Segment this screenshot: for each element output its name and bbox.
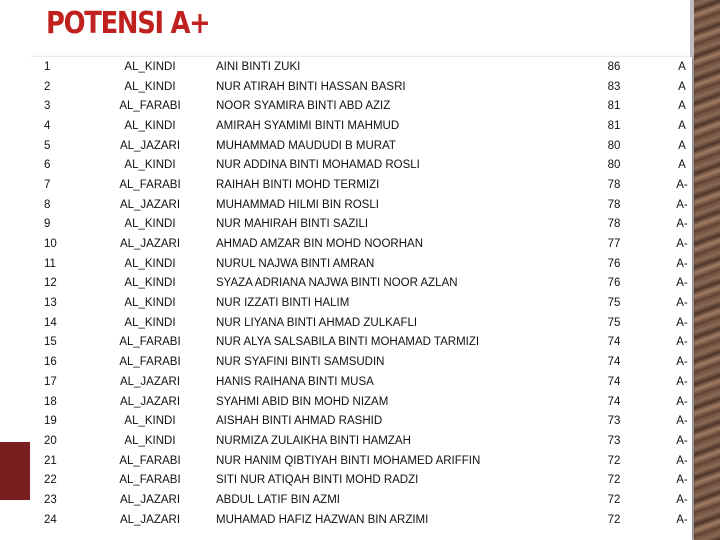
student-name: NUR ALYA SALSABILA BINTI MOHAMAD TARMIZI <box>216 336 480 349</box>
student-name: ABDUL LATIF BIN AZMI <box>216 493 340 506</box>
table-row <box>30 77 710 97</box>
class-name: AL_JAZARI <box>119 493 181 506</box>
grade-value: A- <box>676 277 688 290</box>
row-number: 16 <box>44 356 57 369</box>
student-name: NUR IZZATI BINTI HALIM <box>216 297 350 310</box>
row-number: 15 <box>44 336 57 349</box>
class-name: AL_KINDI <box>124 257 176 270</box>
grade-value: A- <box>676 474 688 487</box>
class-name: AL_FARABI <box>119 178 181 191</box>
grade-value: A- <box>676 415 688 428</box>
mark-value: 81 <box>607 119 621 132</box>
grade-value: A <box>678 80 686 93</box>
student-name: NURUL NAJWA BINTI AMRAN <box>216 257 375 270</box>
row-number: 3 <box>44 100 51 113</box>
row-number: 22 <box>44 474 57 487</box>
grade-value: A- <box>676 238 688 251</box>
row-number: 18 <box>44 395 57 408</box>
mark-value: 78 <box>607 178 621 191</box>
results-table-body <box>30 57 710 530</box>
table-row <box>30 293 710 313</box>
student-name: AISHAH BINTI AHMAD RASHID <box>216 415 383 428</box>
grade-value: A- <box>676 395 688 408</box>
student-name: AINI BINTI ZUKI <box>216 60 301 73</box>
row-number: 17 <box>44 375 57 388</box>
table-row <box>30 96 710 116</box>
class-name: AL_KINDI <box>124 297 176 310</box>
table-row <box>30 195 710 215</box>
mark-value: 75 <box>607 297 621 310</box>
class-name: AL_JAZARI <box>119 238 181 251</box>
grade-value: A <box>678 139 686 152</box>
table-row <box>30 510 710 530</box>
grade-value: A <box>678 100 686 113</box>
grade-value: A- <box>676 356 688 369</box>
class-name: AL_JAZARI <box>119 139 181 152</box>
mark-value: 74 <box>607 356 621 369</box>
student-name: NUR SYAFINI BINTI SAMSUDIN <box>216 356 385 369</box>
mark-value: 80 <box>607 139 621 152</box>
mark-value: 78 <box>607 218 621 231</box>
class-name: AL_KINDI <box>124 159 176 172</box>
row-number: 13 <box>44 297 57 310</box>
student-name: MUHAMAD HAFIZ HAZWAN BIN ARZIMI <box>216 513 429 526</box>
mark-value: 74 <box>607 336 621 349</box>
row-number: 9 <box>44 218 51 231</box>
mark-value: 80 <box>607 159 621 172</box>
class-name: AL_KINDI <box>124 218 176 231</box>
mark-value: 83 <box>607 80 621 93</box>
mark-value: 72 <box>607 493 621 506</box>
decorative-accent <box>0 442 30 500</box>
grade-value: A- <box>676 375 688 388</box>
student-name: NUR HANIM QIBTIYAH BINTI MOHAMED ARIFFIN <box>216 454 481 467</box>
row-number: 4 <box>44 119 51 132</box>
student-name: RAIHAH BINTI MOHD TERMIZI <box>216 178 380 191</box>
class-name: AL_FARABI <box>119 454 181 467</box>
mark-value: 72 <box>607 474 621 487</box>
class-name: AL_KINDI <box>124 60 176 73</box>
row-number: 12 <box>44 277 57 290</box>
table-row <box>30 57 710 77</box>
row-number: 5 <box>44 139 51 152</box>
row-number: 7 <box>44 178 51 191</box>
mark-value: 72 <box>607 513 621 526</box>
class-name: AL_KINDI <box>124 316 176 329</box>
table-row <box>30 254 710 274</box>
table-row <box>30 431 710 451</box>
table-row <box>30 175 710 195</box>
student-name: AHMAD AMZAR BIN MOHD NOORHAN <box>216 238 424 251</box>
slide-title: POTENSI A+ <box>46 6 210 41</box>
student-name: NUR LIYANA BINTI AHMAD ZULKAFLI <box>216 316 418 329</box>
student-name: MUHAMMAD HILMI BIN ROSLI <box>216 198 379 211</box>
student-name: HANIS RAIHANA BINTI MUSA <box>216 375 374 388</box>
class-name: AL_KINDI <box>124 277 176 290</box>
grade-value: A- <box>676 513 688 526</box>
mark-value: 76 <box>607 277 621 290</box>
grade-value: A- <box>676 454 688 467</box>
class-name: AL_KINDI <box>124 434 176 447</box>
table-row <box>30 116 710 136</box>
results-table <box>30 57 710 530</box>
grade-value: A- <box>676 178 688 191</box>
student-name: SYAZA ADRIANA NAJWA BINTI NOOR AZLAN <box>216 277 458 290</box>
class-name: AL_JAZARI <box>119 375 181 388</box>
student-name: NUR MAHIRAH BINTI SAZILI <box>216 218 369 231</box>
student-name: NUR ADDINA BINTI MOHAMAD ROSLI <box>216 159 420 172</box>
student-name: NURMIZA ZULAIKHA BINTI HAMZAH <box>216 434 411 447</box>
student-name: NOOR SYAMIRA BINTI ABD AZIZ <box>216 100 391 113</box>
mark-value: 86 <box>607 60 621 73</box>
mark-value: 72 <box>607 454 621 467</box>
grade-value: A <box>678 119 686 132</box>
mark-value: 75 <box>607 316 621 329</box>
mark-value: 81 <box>607 100 621 113</box>
class-name: AL_JAZARI <box>119 513 181 526</box>
student-name: SYAHMI ABID BIN MOHD NIZAM <box>216 395 389 408</box>
row-number: 24 <box>44 513 57 526</box>
grade-value: A- <box>676 218 688 231</box>
student-name: MUHAMMAD MAUDUDI B MURAT <box>216 139 396 152</box>
mark-value: 73 <box>607 434 621 447</box>
row-number: 20 <box>44 434 57 447</box>
grade-value: A- <box>676 493 688 506</box>
grade-value: A- <box>676 257 688 270</box>
results-sheet <box>30 57 692 540</box>
table-row <box>30 155 710 175</box>
grade-value: A- <box>676 336 688 349</box>
row-number: 23 <box>44 493 57 506</box>
table-row <box>30 274 710 294</box>
row-number: 1 <box>44 60 51 73</box>
mark-value: 77 <box>607 238 621 251</box>
class-name: AL_JAZARI <box>119 198 181 211</box>
table-row <box>30 234 710 254</box>
grade-value: A- <box>676 316 688 329</box>
table-row <box>30 392 710 412</box>
table-row <box>30 215 710 235</box>
mark-value: 76 <box>607 257 621 270</box>
row-number: 10 <box>44 238 57 251</box>
grade-value: A <box>678 159 686 172</box>
table-row <box>30 372 710 392</box>
mark-value: 74 <box>607 375 621 388</box>
table-row <box>30 352 710 372</box>
table-row <box>30 490 710 510</box>
grade-value: A <box>678 60 686 73</box>
row-number: 21 <box>44 454 57 467</box>
student-name: NUR ATIRAH BINTI HASSAN BASRI <box>216 80 406 93</box>
class-name: AL_FARABI <box>119 100 181 113</box>
mark-value: 73 <box>607 415 621 428</box>
row-number: 6 <box>44 159 51 172</box>
table-row <box>30 470 710 490</box>
class-name: AL_FARABI <box>119 356 181 369</box>
row-number: 14 <box>44 316 57 329</box>
table-row <box>30 411 710 431</box>
class-name: AL_JAZARI <box>119 395 181 408</box>
grade-value: A- <box>676 434 688 447</box>
mark-value: 78 <box>607 198 621 211</box>
table-row <box>30 313 710 333</box>
class-name: AL_KINDI <box>124 119 176 132</box>
row-number: 19 <box>44 415 57 428</box>
student-name: AMIRAH SYAMIMI BINTI MAHMUD <box>216 119 400 132</box>
class-name: AL_KINDI <box>124 415 176 428</box>
grade-value: A- <box>676 198 688 211</box>
table-row <box>30 136 710 156</box>
class-name: AL_FARABI <box>119 336 181 349</box>
class-name: AL_FARABI <box>119 474 181 487</box>
row-number: 2 <box>44 80 51 93</box>
table-row <box>30 333 710 353</box>
mark-value: 74 <box>607 395 621 408</box>
student-name: SITI NUR ATIQAH BINTI MOHD RADZI <box>216 474 419 487</box>
row-number: 8 <box>44 198 51 211</box>
class-name: AL_KINDI <box>124 80 176 93</box>
table-row <box>30 451 710 471</box>
row-number: 11 <box>44 257 56 270</box>
grade-value: A- <box>676 297 688 310</box>
